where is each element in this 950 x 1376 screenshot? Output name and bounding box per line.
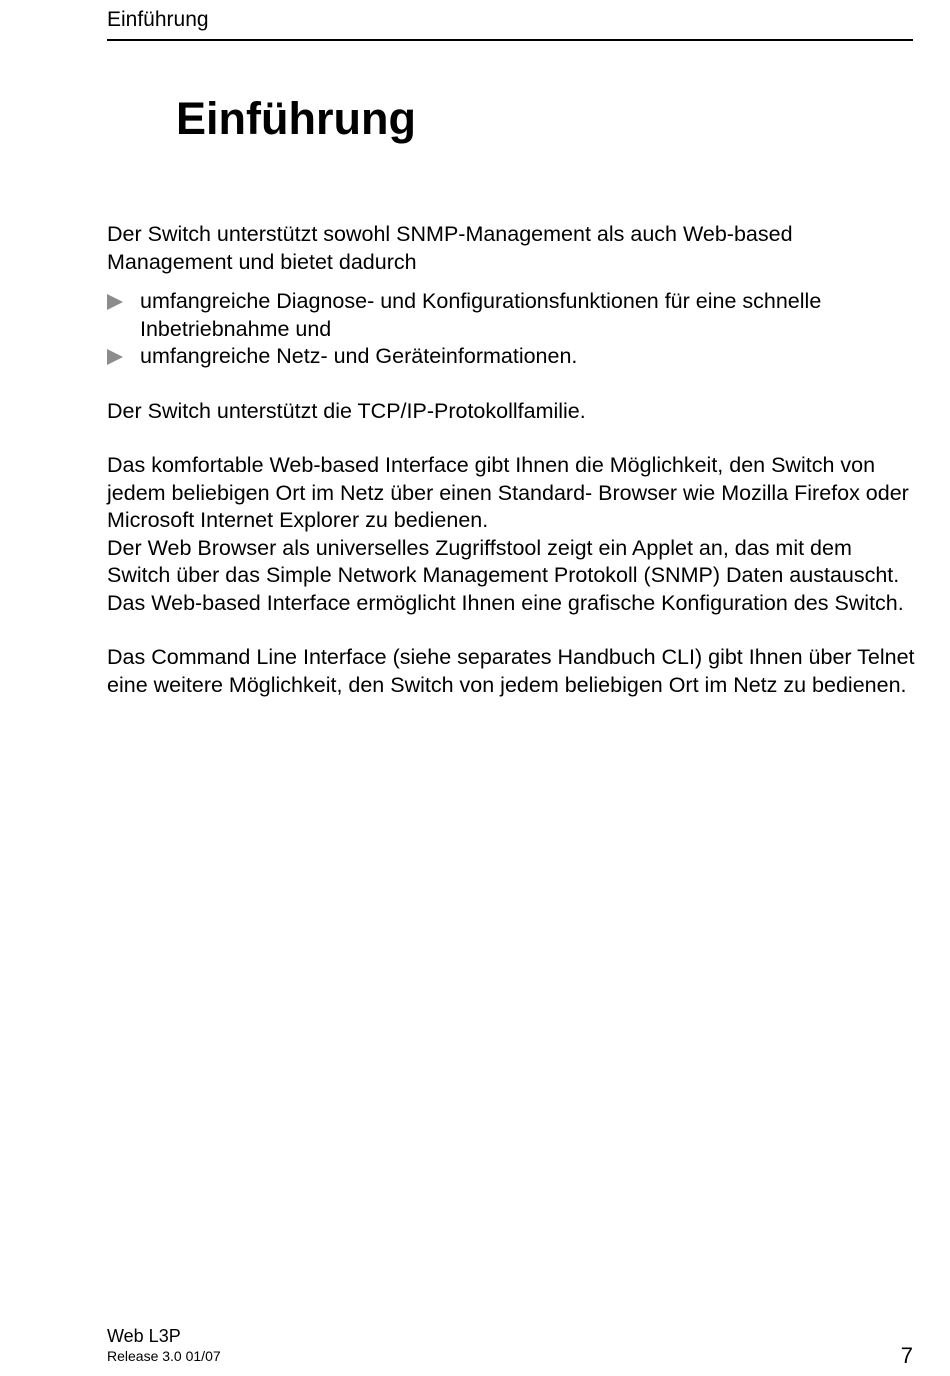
feature-list: [107, 288, 917, 371]
cli-paragraph: Das Command Line Interface (siehe separates Handbuch CLI) gibt Ihnen über Telnet eine weitere Möglichkeit, den Switch von jedem beliebigen Ort im Netz zu bedienen.: [107, 645, 915, 697]
web-interface-paragraph: Das komfortable Web-based Interface gibt Ihnen die Möglichkeit, den Switch von jedem beliebigen Ort im Netz über einen Standard- Browser wie Mozilla Firefox oder Microsoft Internet Explorer zu bedienen.: [107, 453, 909, 532]
spacer: [107, 371, 917, 398]
spacer: [107, 425, 917, 452]
header-divider: [107, 39, 913, 41]
triangle-bullet-icon: [107, 294, 123, 310]
running-header: Einführung: [107, 8, 209, 31]
web-browser-paragraph: Der Web Browser als universelles Zugriffstool zeigt ein Applet an, das mit dem Switch über das Simple Network Management Protokoll (SNMP) Daten austauscht.: [107, 535, 900, 587]
list-item: [107, 343, 917, 371]
list-item-text: umfangreiche Diagnose- und Konfigurationsfunktionen für eine schnelle Inbetriebnahme und: [140, 289, 822, 341]
body-text: [107, 221, 917, 699]
spacer: [107, 276, 917, 288]
footer-release-info: Release 3.0 01/07: [107, 1348, 221, 1364]
triangle-bullet-icon: [107, 349, 123, 365]
spacer: [107, 617, 917, 644]
page-number: 7: [900, 1343, 913, 1368]
footer-product-name: Web L3P: [107, 1326, 181, 1346]
protocol-paragraph: Der Switch unterstützt die TCP/IP-Protokollfamilie.: [107, 398, 586, 423]
intro-paragraph: Der Switch unterstützt sowohl SNMP-Management als auch Web-based Management und bietet dadurch: [107, 222, 793, 274]
list-item-text: umfangreiche Netz- und Geräteinformationen.: [140, 344, 578, 368]
list-item: [107, 288, 917, 343]
chapter-title: Einführung: [176, 93, 416, 144]
graphical-config-paragraph: Das Web-based Interface ermöglicht Ihnen eine grafische Konfiguration des Switch.: [107, 590, 904, 615]
